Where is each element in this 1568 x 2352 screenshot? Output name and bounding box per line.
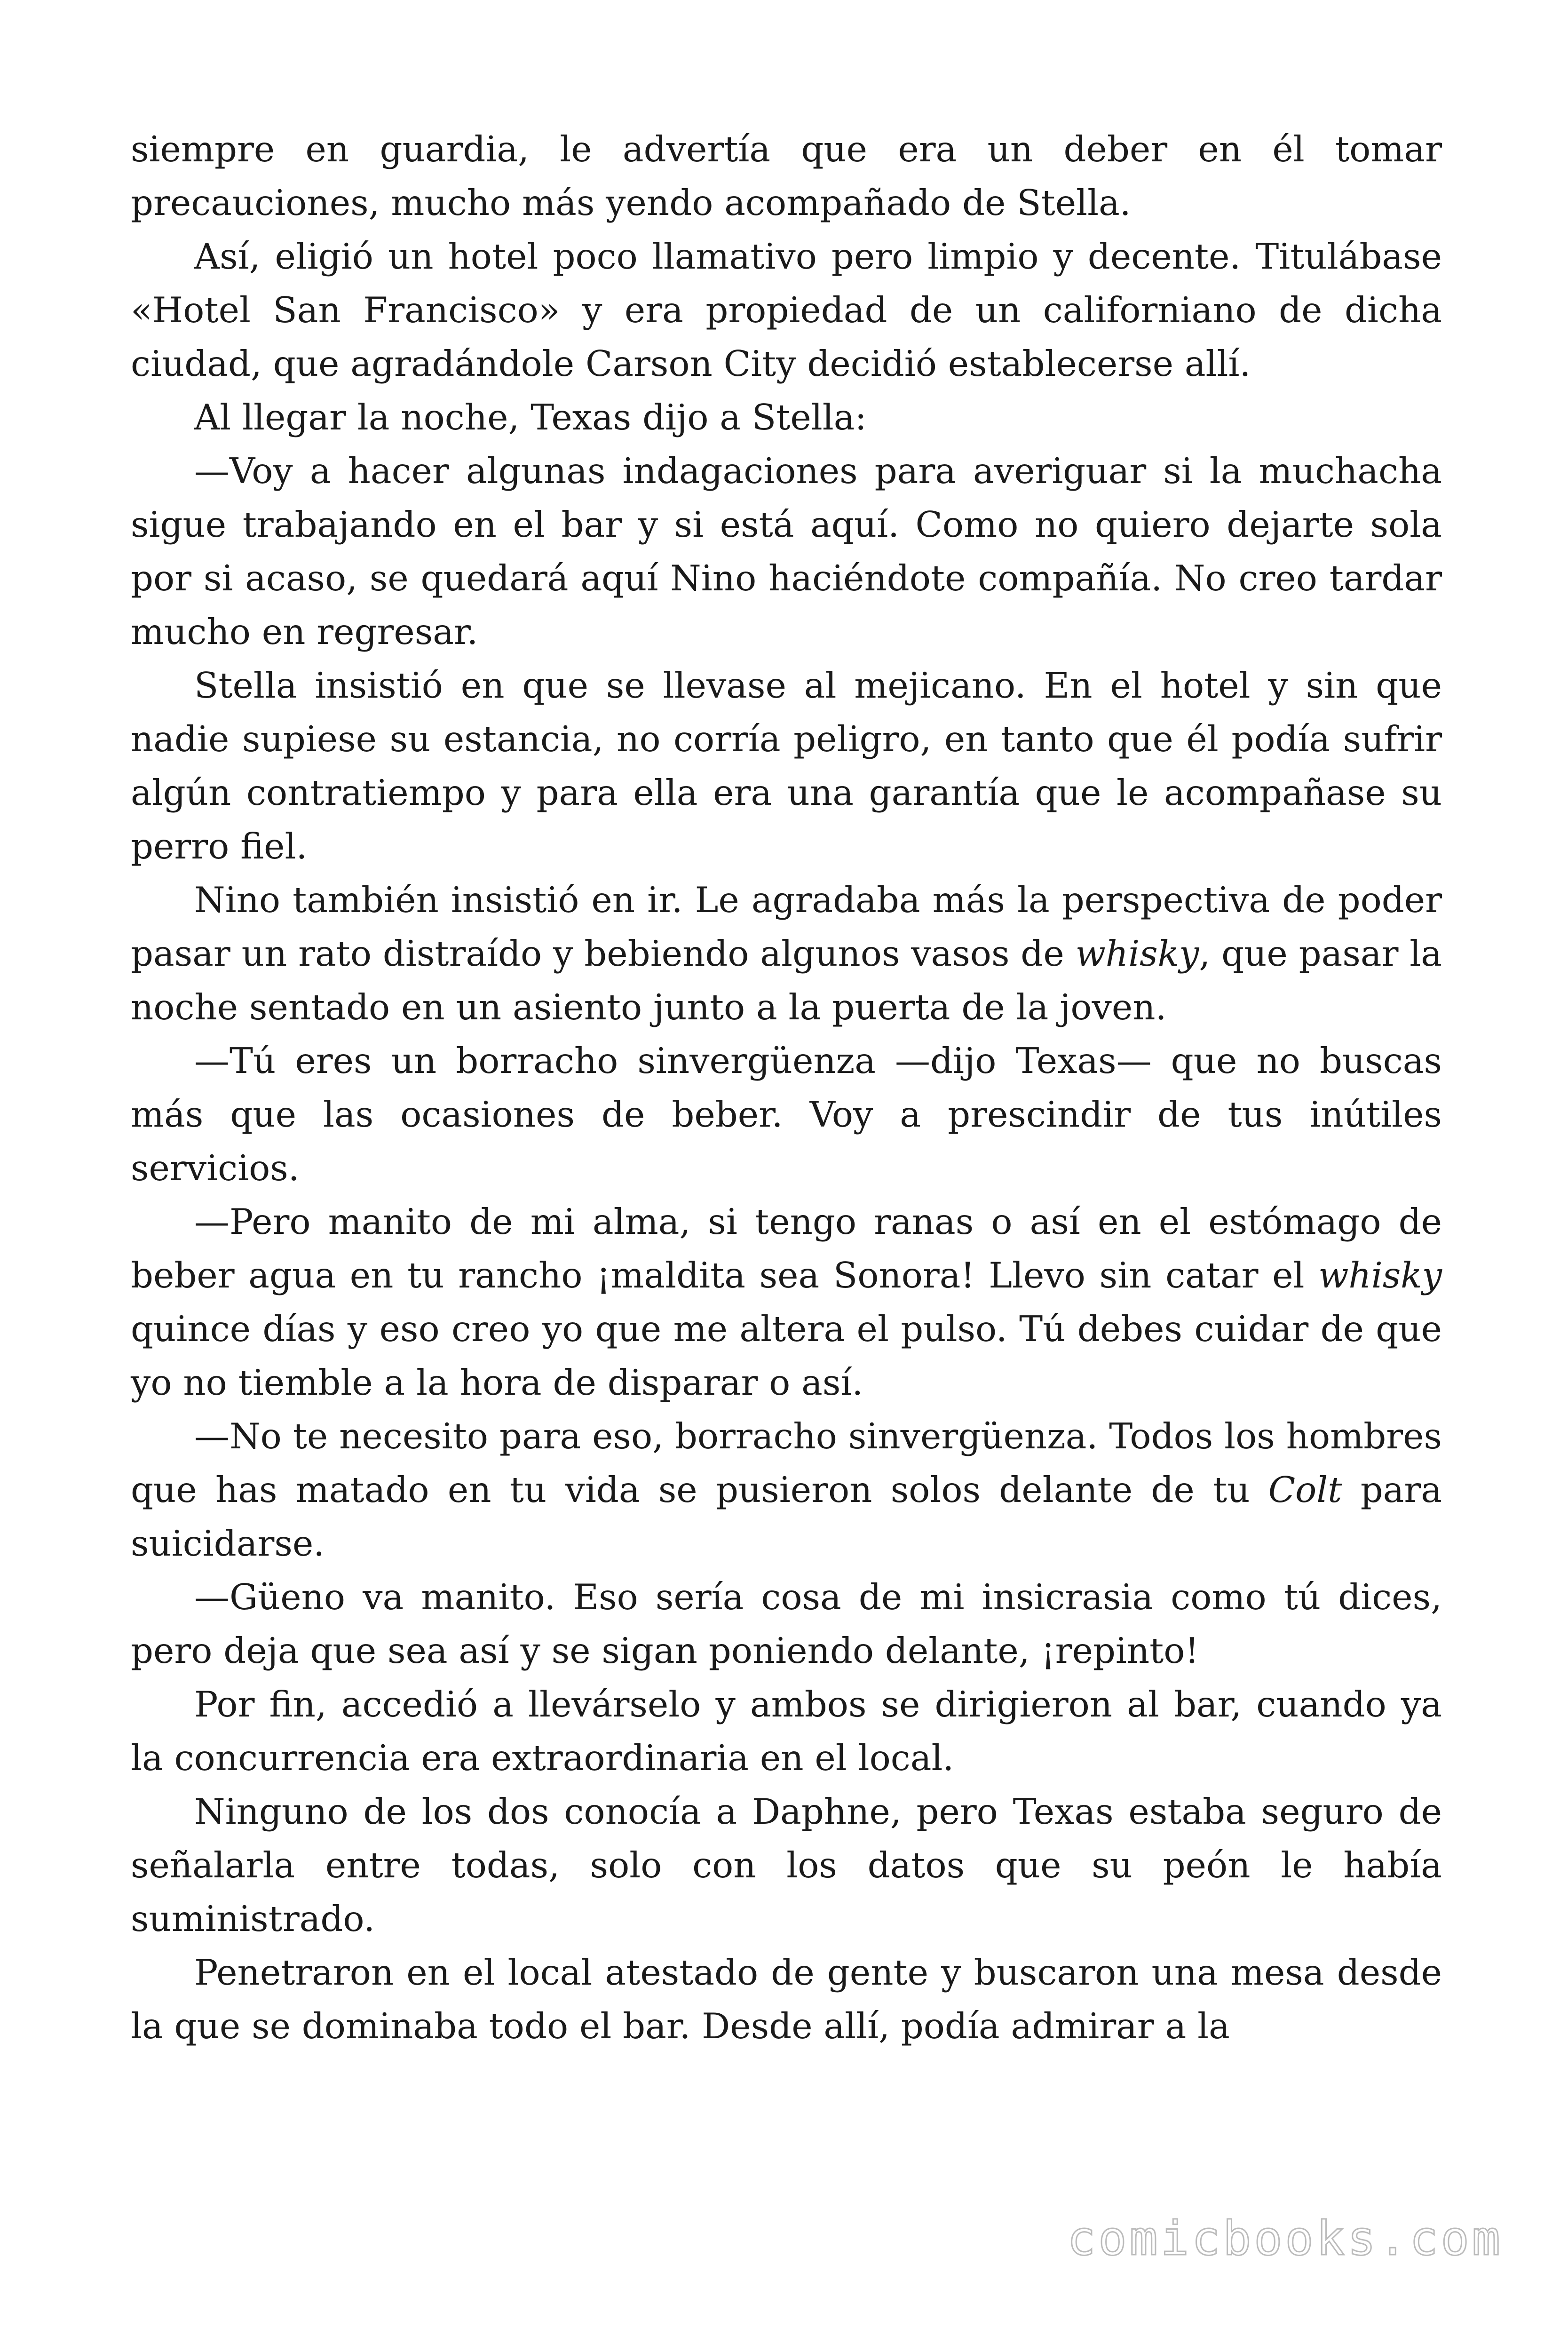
italic-text: whisky: [1075, 933, 1199, 974]
paragraph: [131, 1677, 1442, 1785]
paragraph-text: —Pero manito de mi alma, si tengo ranas o así en el estómago de beber agua en tu rancho ¡maldita sea Sonora! Llevo sin catar el: [131, 1201, 1442, 1296]
paragraph-text: siempre en guardia, le advertía que era un deber en él tomar precauciones, mucho más yendo acompañado de Stella.: [131, 128, 1442, 223]
paragraph: [131, 444, 1442, 659]
paragraph-text: —Voy a hacer algunas indagaciones para averiguar si la muchacha sigue trabajando en el bar y si está aquí. Como no quiero dejarte sola por si acaso, se quedará aquí Nino haciéndote compañía. No creo tardar mucho en regresar.: [131, 450, 1442, 652]
paragraph-text: para suicidarse.: [131, 1469, 1442, 1564]
paragraph-text: Así, eligió un hotel poco llamativo pero limpio y decente. Titulábase «Hotel San Francisco» y era propiedad de un californiano de dicha ciudad, que agradándole Carson City decidió establecerse allí.: [131, 236, 1442, 384]
paragraph: [131, 1409, 1442, 1570]
paragraph-text: Stella insistió en que se llevase al mejicano. En el hotel y sin que nadie supiese su estancia, no corría peligro, en tanto que él podía sufrir algún contratiempo y para ella era una garantía que le acompañase su perro fiel.: [131, 665, 1442, 867]
paragraph: [131, 659, 1442, 873]
paragraph-text: Penetraron en el local atestado de gente y buscaron una mesa desde la que se dominaba todo el bar. Desde allí, podía admirar a la: [131, 1952, 1442, 2047]
paragraph-text: , que pasar la noche sentado en un asiento junto a la puerta de la joven.: [131, 933, 1442, 1028]
italic-text: Colt: [1268, 1469, 1342, 1510]
paragraph-text: —No te necesito para eso, borracho sinvergüenza. Todos los hombres que has matado en tu vida se pusieron solos delante de tu: [131, 1415, 1442, 1510]
paragraph-text: Por fin, accedió a llevárselo y ambos se dirigieron al bar, cuando ya la concurrencia era extraordinaria en el local.: [131, 1684, 1442, 1779]
paragraph: [131, 230, 1442, 390]
paragraph-text: Al llegar la noche, Texas dijo a Stella:: [194, 397, 867, 438]
paragraph-text: —Güeno va manito. Eso sería cosa de mi insicrasia como tú dices, pero deja que sea así y se sigan poniendo delante, ¡repinto!: [131, 1576, 1442, 1671]
paragraph: [131, 122, 1442, 230]
paragraph: [131, 1785, 1442, 1946]
paragraph: [131, 390, 1442, 444]
paragraph: [131, 873, 1442, 1034]
paragraph: [131, 1034, 1442, 1195]
paragraph-text: Ninguno de los dos conocía a Daphne, pero Texas estaba seguro de señalarla entre todas, solo con los datos que su peón le había suministrado.: [131, 1791, 1442, 1939]
paragraph: [131, 1946, 1442, 2053]
paragraph-text: Nino también insistió en ir. Le agradaba más la perspectiva de poder pasar un rato distraído y bebiendo algunos vasos de: [131, 879, 1442, 974]
page-body: [131, 122, 1442, 2053]
watermark: comicbooks.com: [1067, 2211, 1503, 2266]
paragraph-text: quince días y eso creo yo que me altera el pulso. Tú debes cuidar de que yo no tiemble a la hora de disparar o así.: [131, 1308, 1442, 1403]
paragraph: [131, 1570, 1442, 1677]
paragraph-text: —Tú eres un borracho sinvergüenza —dijo Texas— que no buscas más que las ocasiones de beber. Voy a prescindir de tus inútiles servicios.: [131, 1040, 1442, 1189]
italic-text: whisky: [1318, 1255, 1442, 1296]
paragraph: [131, 1195, 1442, 1409]
